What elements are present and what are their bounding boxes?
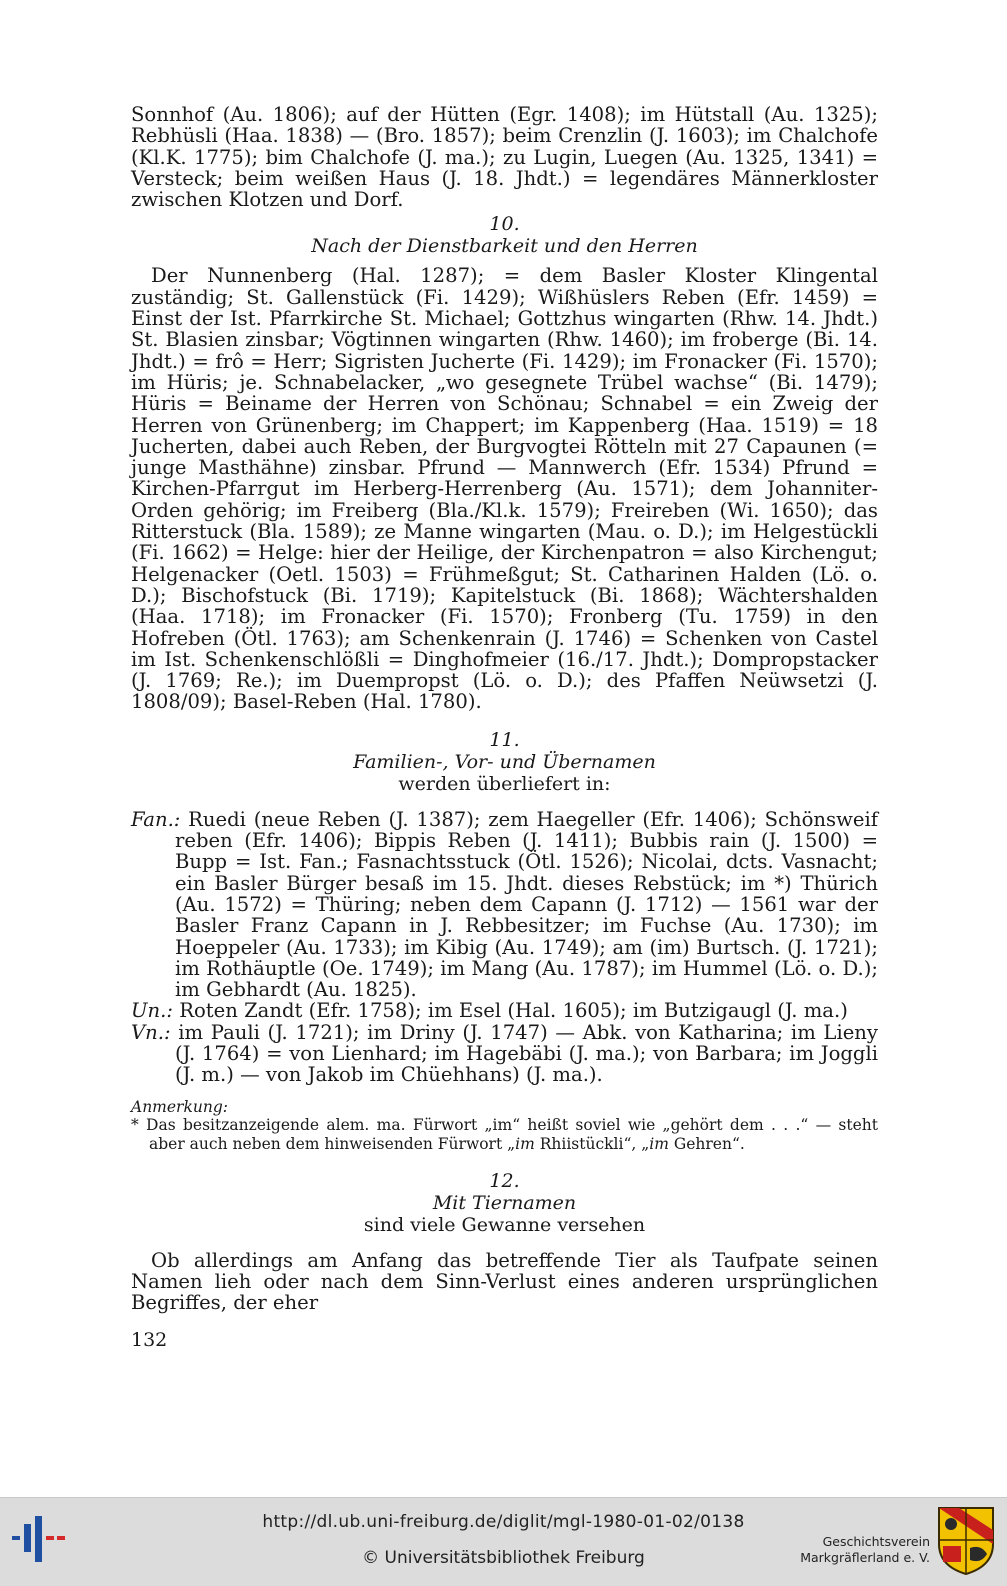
coat-of-arms-icon[interactable] xyxy=(937,1506,995,1576)
section-10-number: 10. xyxy=(489,213,520,236)
copyright-text: © Universitätsbibliothek Freiburg xyxy=(362,1548,645,1568)
entry-label-fan: Fan.: xyxy=(131,807,181,831)
entry-text-vn: im Pauli (J. 1721); im Driny (J. 1747) — Abk. von Katharina; im Lieny (J. 1764) = von Lienhard; im Hagebäbi (J. ma.); von Barbara; im Joggli (J. m.) — von Jakob im Chüehhans) (J. ma.). xyxy=(170,1020,878,1087)
section-10-paragraph: Der Nunnenberg (Hal. 1287); = dem Basler Kloster Klingental zuständig; St. Gallenstück (Fi. 1429); Wißhüslers Reben (Efr. 1459) = Einst der Ist. Pfarrkirche St. Michael; Gottzhus wingarten (Rhw. 14. Jhdt.) St. Blasien zinsbar; Vögtinnen wingarten (Rhw. 1460); im froberge (Bi. 14. Jhdt.) = frô = Herr; Sigristen Jucherte (Fi. 1429); im Fronacker (Fi. 1570); im Hüris; je. Schnabelacker, „wo gesegnete Trübel wachse“ (Bi. 1479); Hüris = Beiname der Herren von Schönau; Schnabel = ein Zweig der Herren von Grünenberg; im Chappert; im Kappenberg (Haa. 1519) = 18 Jucherten, dabei auch Reben, der Burgvogtei Rötteln mit 27 Capaunen (= junge Masthähne) zinsbar. Pfrund — Mannwerch (Efr. 1534) Pfrund = Kirchen-Pfarrgut im Herberg-Herrenberg (Au. 1571); dem Johanniter-Orden gehörig; im Freiberg (Bla./Kl.k. 1579); Freireben (Wi. 1650); das Ritterstuck (Bla. 1589); ze Manne wingarten (Mau. o. D.); im Helgestückli (Fi. 1662) = Helge: hier der Heilige, der Kirchenpatron = also Kirchengut; Helgenacker (Oetl. 1503) = Frühmeßgut; St. Catharinen Halden (Lö. o. D.); Bischofstuck (Bi. 1719); Kapitelstuck (Bi. 1868); Wächtershalden (Haa. 1718); im Fronacker (Fi. 1570); Fronberg (Tu. 1759) in den Hofreben (Ötl. 1763); am Schenkenrain (J. 1746) = Schenken von Castel im Ist. Schenkenschlößli = Dinghofmeier (16./17. Jhdt.); Dompropstacker (J. 1769; Re.); im Duempropst (Lö. o. D.); des Pfaffen Neüwsetzi (J. 1808/09); Basel-Reben (Hal. 1780). xyxy=(131,264,878,714)
page-number: 132 xyxy=(131,1329,168,1352)
entry-text-fan: Ruedi (neue Reben (J. 1387); zem Haegeller (Efr. 1406); Schönsweif reben (Efr. 1406); Bippis Reben (J. 1411); Bubbis rain (J. 1500) = Bupp = Ist. Fan.; Fasnachtsstuck (Ötl. 1526); Nicolai, dcts. Vasnacht; ein Basler Bürger besaß im 15. Jhdt. dieses Rebstück; im *) Thürich (Au. 1572) = Thüring; neben dem Capann (J. 1712) — 1561 war der Basler Franz Capann in J. Rebbesitzer; im Fuchse (Au. 1730); im Hoeppeler (Au. 1733); im Kibig (Au. 1749); am (im) Burtsch. (J. 1721); im Rothäuptle (Oe. 1749); im Mang (Au. 1787); im Hummel (Lö. o. D.); im Gebhardt (Au. 1825). xyxy=(175,807,878,1002)
entry-uebernamen xyxy=(131,1000,878,1021)
entry-familiennamen xyxy=(131,809,878,1001)
footnote-heading: Anmerkung: xyxy=(131,1097,228,1116)
footnote-emphasis-1: im xyxy=(515,1134,535,1153)
section-12-title: Mit Tiernamen xyxy=(432,1191,577,1214)
section-11-subtitle: werden überliefert in: xyxy=(398,772,611,795)
viewer-footer xyxy=(0,1497,1007,1586)
paragraph-top: Sonnhof (Au. 1806); auf der Hütten (Egr. 1408); im Hütstall (Au. 1325); Rebhüsli (Haa. 1838) — (Bro. 1857); beim Crenzlin (J. 1603); im Chalchofe (Kl.K. 1775); bim Chalchofe (J. ma.); zu Lugin, Luegen (Au. 1325, 1341) = Versteck; beim weißen Haus (J. 18. Jhdt.) = legendäres Männerkloster zwischen Klotzen und Dorf. xyxy=(131,103,878,212)
permalink-url[interactable]: http://dl.ub.uni-freiburg.de/diglit/mgl-1980-01-02/0138 xyxy=(262,1512,745,1532)
entry-vornamen xyxy=(131,1022,878,1086)
section-11-number: 11. xyxy=(489,728,520,751)
section-10-title: Nach der Dienstbarkeit und den Herren xyxy=(311,235,698,258)
entry-text-un: Roten Zandt (Efr. 1758); im Esel (Hal. 1605); im Butzigaugl (J. ma.) xyxy=(172,999,848,1023)
entry-label-vn: Vn.: xyxy=(131,1020,171,1044)
society-line-2: Markgräflerland e. V. xyxy=(800,1550,930,1565)
footnote-part-a: * Das besitzanzeigende alem. ma. Fürwort „im“ heißt soviel wie „gehört dem . . .“ — steht aber auch neben dem hinweisenden Fürwort „ xyxy=(131,1115,878,1153)
section-12-number: 12. xyxy=(489,1169,520,1192)
footnote-text xyxy=(131,1116,878,1154)
section-12-subtitle: sind viele Gewanne versehen xyxy=(363,1213,646,1236)
section-11-title: Familien-, Vor- und Übernamen xyxy=(353,750,656,773)
footnote-part-b: Rhiistückli“, „ xyxy=(534,1134,650,1153)
entry-label-un: Un.: xyxy=(131,999,173,1023)
section-12-paragraph: Ob allerdings am Anfang das betreffende Tier als Taufpate seinen Namen lieh oder nach dem Sinn-Verlust eines anderen ursprünglichen Begriffes, der eher xyxy=(131,1248,878,1315)
footnote-part-c: Gehren“. xyxy=(668,1134,745,1153)
footnote-emphasis-2: im xyxy=(649,1134,669,1153)
document-page xyxy=(131,104,878,1351)
society-line-1: Geschichtsverein xyxy=(822,1534,930,1549)
society-name xyxy=(790,1534,930,1566)
